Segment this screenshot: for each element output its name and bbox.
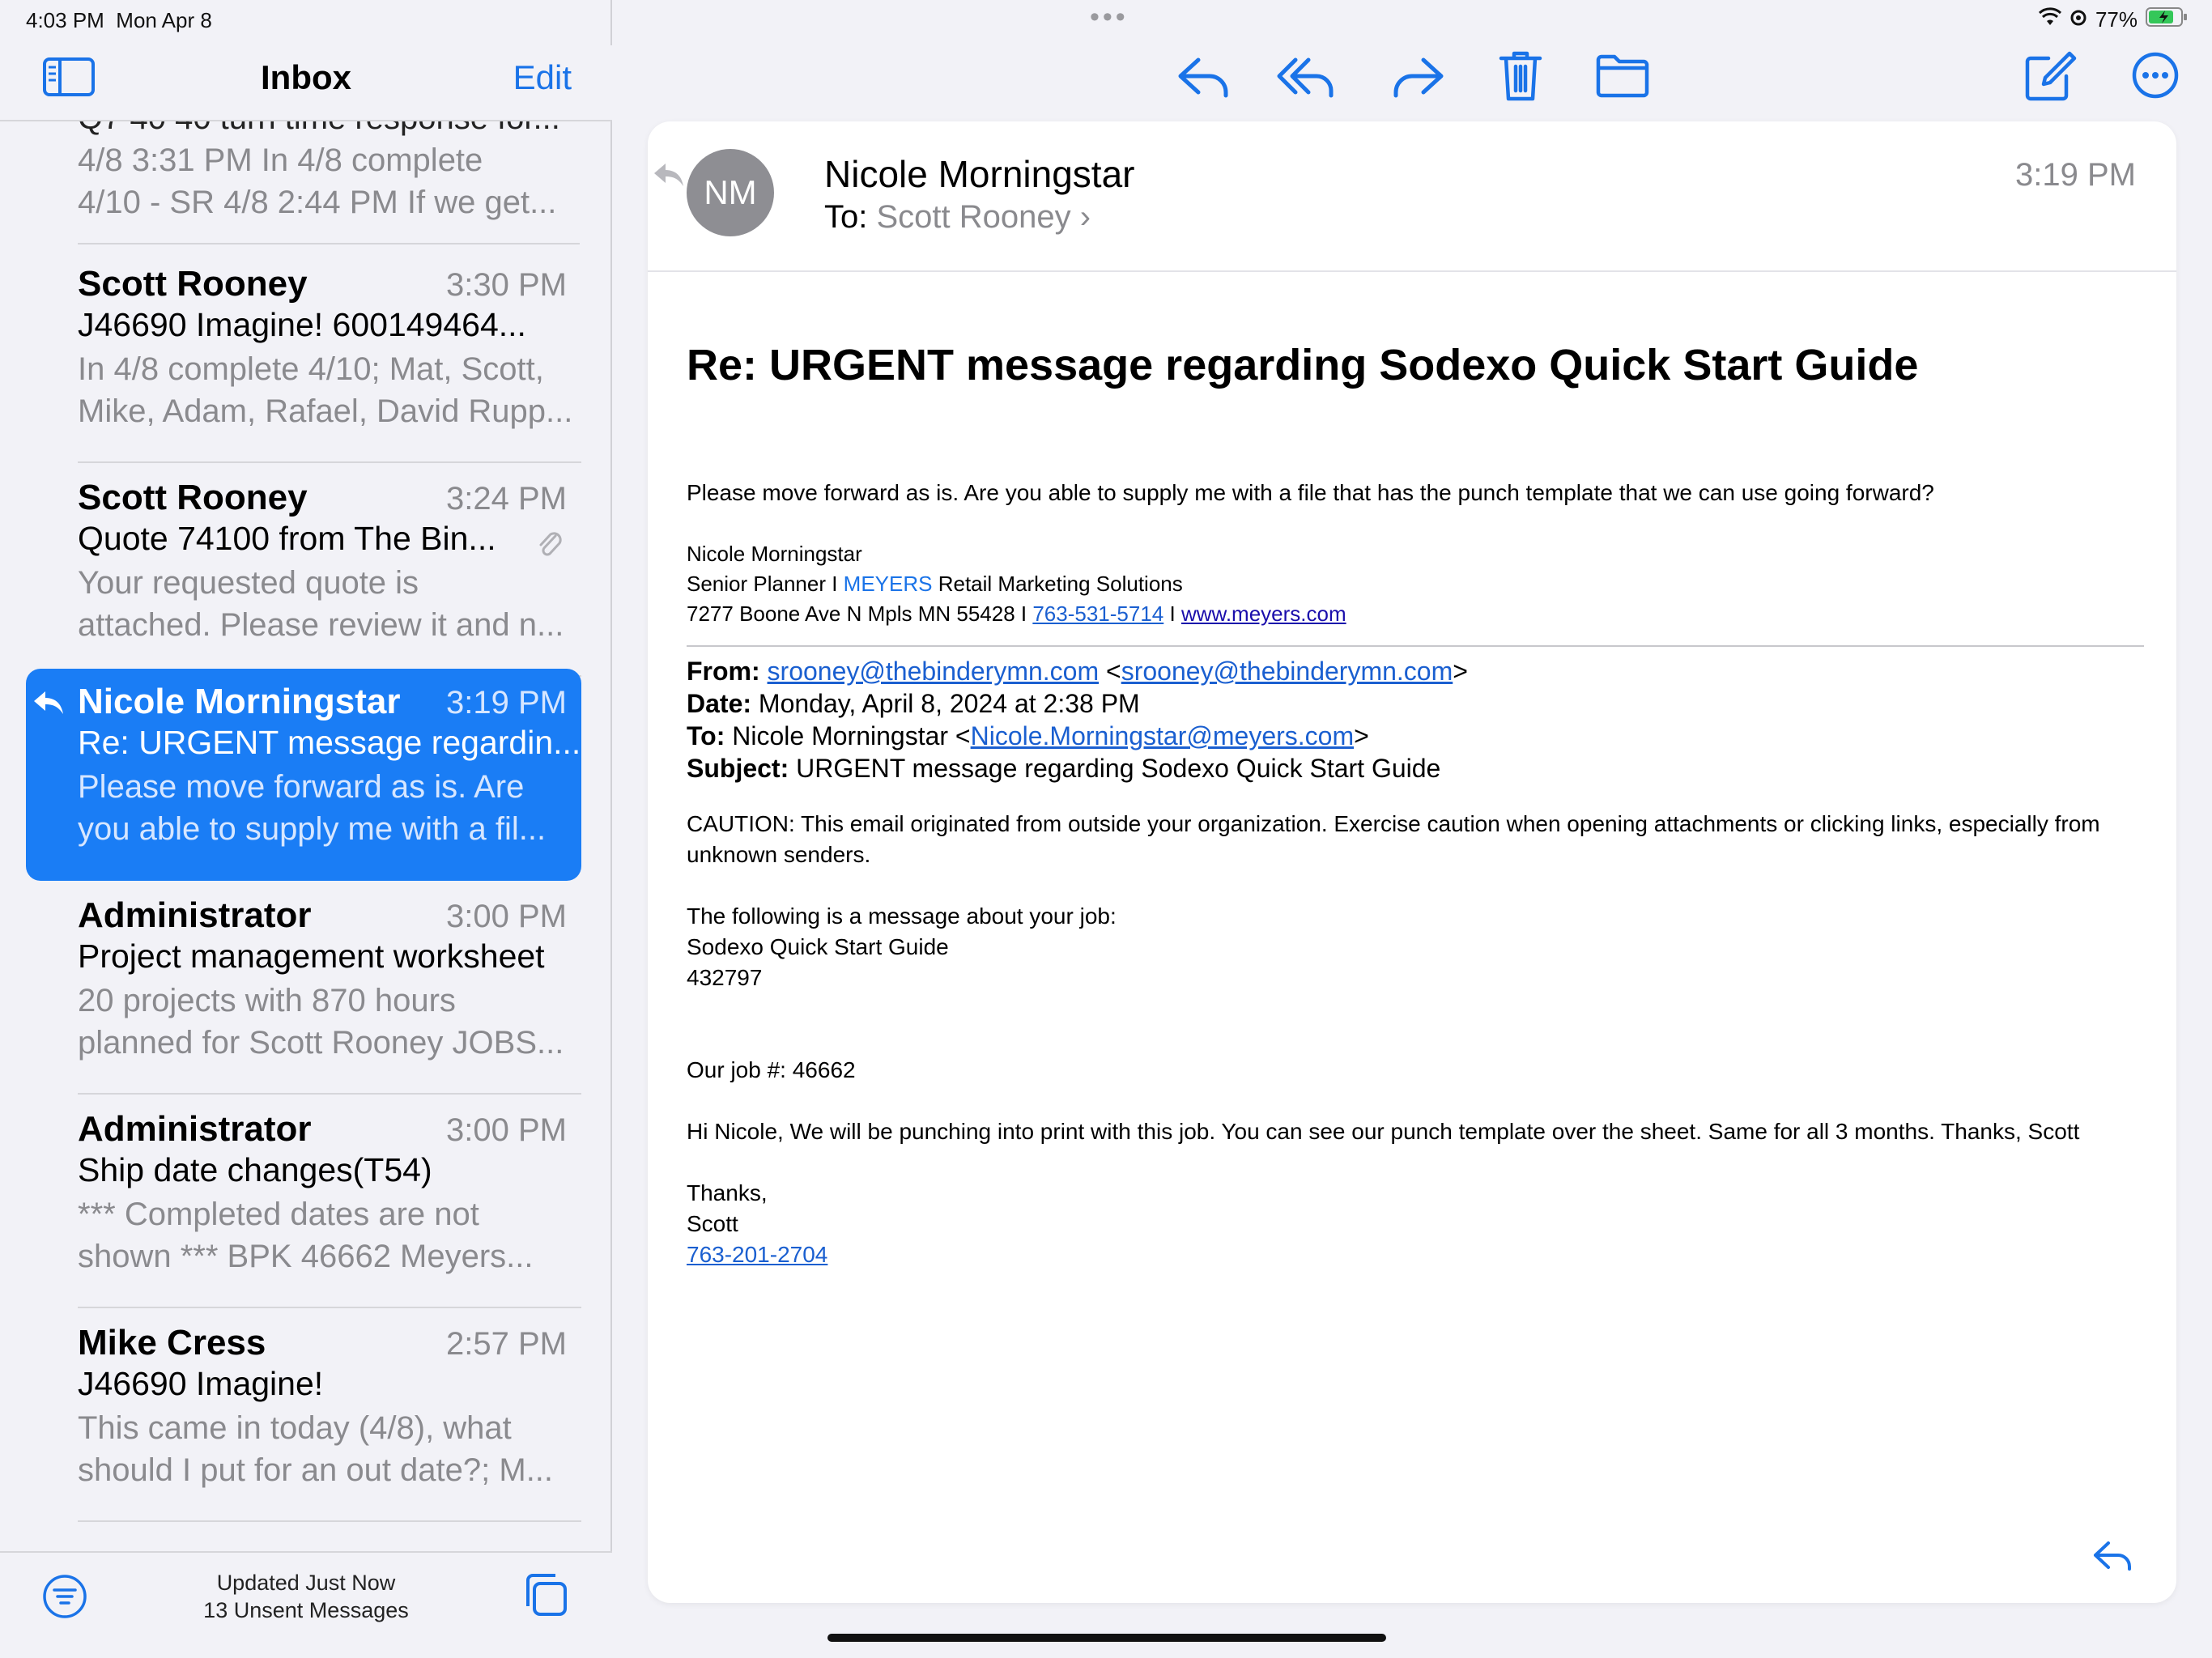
item-sender: Scott Rooney <box>78 478 308 517</box>
replied-icon <box>32 690 65 716</box>
list-item[interactable] <box>26 1096 581 1308</box>
reply-all-icon[interactable] <box>1276 49 1334 102</box>
to-label-quoted: To: <box>687 721 725 750</box>
caution-notice: CAUTION: This email originated from outside your organization. Exercise caution when opening attachments or clicking links, especially from unknown senders. <box>687 811 2100 867</box>
trash-icon[interactable] <box>1491 49 1550 102</box>
item-sender: Administrator <box>78 895 312 935</box>
battery-percent: 77% <box>2095 7 2138 32</box>
sig-sep: I <box>1163 602 1181 626</box>
sidebar-footer <box>0 1551 612 1658</box>
phone-link[interactable]: 763-201-2704 <box>687 1242 828 1267</box>
item-time: 3:24 PM <box>446 481 567 517</box>
item-preview-2: shown *** BPK 46662 Meyers... <box>78 1239 534 1274</box>
footer-updated: Updated Just Now <box>216 1571 396 1595</box>
sig-address: 7277 Boone Ave N Mpls MN 55428 I <box>687 602 1033 626</box>
signature-contact <box>687 599 2144 629</box>
item-preview-1: Please move forward as is. Are <box>78 769 525 805</box>
sig-website-link[interactable]: www.meyers.com <box>1180 602 1346 626</box>
item-subject: Quote 74100 from The Bin... <box>78 520 496 557</box>
divider <box>78 1307 581 1308</box>
status-date: Mon Apr 8 <box>116 8 212 32</box>
item-preview-2: Mike, Adam, Rafael, David Rupp... <box>78 393 573 429</box>
item-sender: Scott Rooney <box>78 264 308 304</box>
more-options-icon[interactable] <box>2126 49 2184 102</box>
list-item[interactable] <box>26 465 581 677</box>
item-preview-2: you able to supply me with a fil... <box>78 811 547 847</box>
folder-icon[interactable] <box>1593 49 1652 102</box>
message-header <box>648 121 2176 272</box>
item-preview <box>78 562 580 646</box>
item-subject: J46690 Imagine! 600149464... <box>78 306 526 343</box>
replied-icon <box>653 162 685 188</box>
list-item[interactable] <box>26 1310 581 1522</box>
sig-phone-link[interactable]: 763-531-5714 <box>1032 602 1164 626</box>
home-indicator[interactable] <box>827 1634 1386 1642</box>
status-time-date <box>26 8 212 33</box>
item-subject: J46690 Imagine! <box>78 1365 324 1402</box>
quoted-to-name: Nicole Morningstar <box>732 721 949 750</box>
item-sender: Nicole Morningstar <box>78 682 401 721</box>
sig-title-post: Retail Marketing Solutions <box>932 572 1183 596</box>
item-sender: Mike Cress <box>78 1323 266 1363</box>
divider <box>687 645 2144 647</box>
sig-company: MEYERS <box>843 572 933 596</box>
list-item-selected[interactable] <box>26 669 581 881</box>
message-reader <box>612 0 2212 1658</box>
paperclip-icon <box>534 526 564 559</box>
item-preview-1: In 4/8 complete 4/10; Mat, Scott, <box>78 351 544 387</box>
signature-title <box>687 569 2144 599</box>
message-card <box>648 121 2176 1603</box>
location-lock-icon <box>2069 7 2087 32</box>
job-name: Sodexo Quick Start Guide <box>687 934 949 959</box>
footer-unsent: 13 Unsent Messages <box>203 1598 409 1622</box>
divider <box>78 461 581 463</box>
item-preview-1: Your requested quote is <box>78 565 419 601</box>
job-intro: The following is a message about your job: <box>687 903 1117 929</box>
item-subject: Project management worksheet <box>78 937 545 975</box>
to-label: To: <box>824 199 868 235</box>
wifi-icon <box>2039 7 2061 32</box>
divider <box>78 1520 581 1522</box>
item-preview <box>78 1193 580 1278</box>
chevron-right-icon: › <box>1079 199 1091 235</box>
signature-name: Nicole Morningstar <box>687 542 862 566</box>
list-item[interactable] <box>26 882 581 1095</box>
compose-icon[interactable] <box>2021 49 2079 102</box>
subject-label: Subject: <box>687 754 789 783</box>
item-preview <box>78 1407 580 1491</box>
reply-icon[interactable] <box>1174 49 1232 102</box>
edit-button[interactable]: Edit <box>513 58 572 96</box>
quoted-header: From: srooney@thebinderymn.com <srooney@thebinderymn.com> Date: Monday, April 8, 2024 at 2:38 PM To: Nicole Morningstar <Nicole.Morningstar@meyers.com> Subject: URGENT message regarding Sodexo Quick Start Guide <box>687 657 1468 783</box>
reply-icon-bottom[interactable] <box>2091 1537 2136 1574</box>
to-email-link[interactable]: Nicole.Morningstar@meyers.com <box>970 721 1355 750</box>
item-preview-2: should I put for an out date?; M... <box>78 1452 554 1488</box>
message-time: 3:19 PM <box>2015 157 2136 193</box>
body-intro: Please move forward as is. Are you able to supply me with a file that has the punch template that we can use going forward? <box>687 480 1934 505</box>
recipient-name: Scott Rooney <box>876 199 1071 235</box>
battery-icon <box>2146 6 2188 33</box>
item-preview-1: 20 projects with 870 hours <box>78 983 456 1018</box>
forward-icon[interactable] <box>1389 49 1448 102</box>
item-preview-2: attached. Please review it and n... <box>78 607 564 643</box>
partial-preview-1: 4/8 3:31 PM In 4/8 complete <box>78 142 483 178</box>
multitasking-dots-icon[interactable]: ••• <box>1090 2 1129 32</box>
message-subject: Re: URGENT message regarding Sodexo Quick Start Guide <box>687 341 1919 389</box>
item-preview-2: planned for Scott Rooney JOBS... <box>78 1025 564 1061</box>
quoted-date: Monday, April 8, 2024 at 2:38 PM <box>758 689 1140 718</box>
sidebar-header <box>0 45 612 121</box>
from-label: From: <box>687 657 760 686</box>
item-preview-1: *** Completed dates are not <box>78 1197 479 1232</box>
item-preview <box>78 348 580 432</box>
divider <box>78 243 580 244</box>
job-number: 432797 <box>687 965 763 990</box>
item-time: 2:57 PM <box>446 1326 567 1362</box>
date-label: Date: <box>687 689 752 718</box>
mail-list[interactable] <box>0 121 612 1553</box>
status-indicators <box>2039 6 2188 33</box>
item-preview-1: This came in today (4/8), what <box>78 1410 512 1446</box>
closing: Thanks, <box>687 1180 768 1205</box>
list-item[interactable] <box>26 251 581 463</box>
item-subject: Ship date changes(T54) <box>78 1151 432 1188</box>
item-time: 3:00 PM <box>446 1112 567 1148</box>
avatar[interactable]: NM <box>687 149 774 236</box>
divider <box>78 1093 581 1095</box>
item-preview <box>78 766 580 850</box>
from-email-link-2[interactable]: srooney@thebinderymn.com <box>1121 657 1453 686</box>
item-time: 3:00 PM <box>446 899 567 934</box>
item-sender: Administrator <box>78 1109 312 1149</box>
sig-title-pre: Senior Planner I <box>687 572 844 596</box>
mailbox-sidebar <box>0 0 612 1658</box>
quoted-subject: URGENT message regarding Sodexo Quick Start Guide <box>796 754 1441 783</box>
item-time: 3:19 PM <box>446 685 567 721</box>
our-job-number: Our job #: 46662 <box>687 1057 856 1082</box>
footer-status <box>0 1569 612 1624</box>
status-time: 4:03 PM <box>26 8 104 32</box>
message-body <box>687 478 2144 1270</box>
inbox-title: Inbox <box>261 58 351 96</box>
stacked-windows-icon[interactable] <box>521 1571 570 1619</box>
sender-name[interactable]: Nicole Morningstar <box>824 153 1135 195</box>
closing-name: Scott <box>687 1211 738 1236</box>
partial-preview-2: 4/10 - SR 4/8 2:44 PM If we get... <box>78 185 557 220</box>
from-email-link[interactable]: srooney@thebinderymn.com <box>767 657 1100 686</box>
item-subject: Re: URGENT message regardin... <box>78 724 581 761</box>
item-time: 3:30 PM <box>446 267 567 303</box>
item-preview <box>78 980 580 1064</box>
message-text: Hi Nicole, We will be punching into print with this job. You can see our punch template over the sheet. Same for all 3 months. Thanks, Scott <box>687 1119 2080 1144</box>
recipient-line[interactable] <box>824 199 1091 236</box>
signature <box>687 539 2144 629</box>
